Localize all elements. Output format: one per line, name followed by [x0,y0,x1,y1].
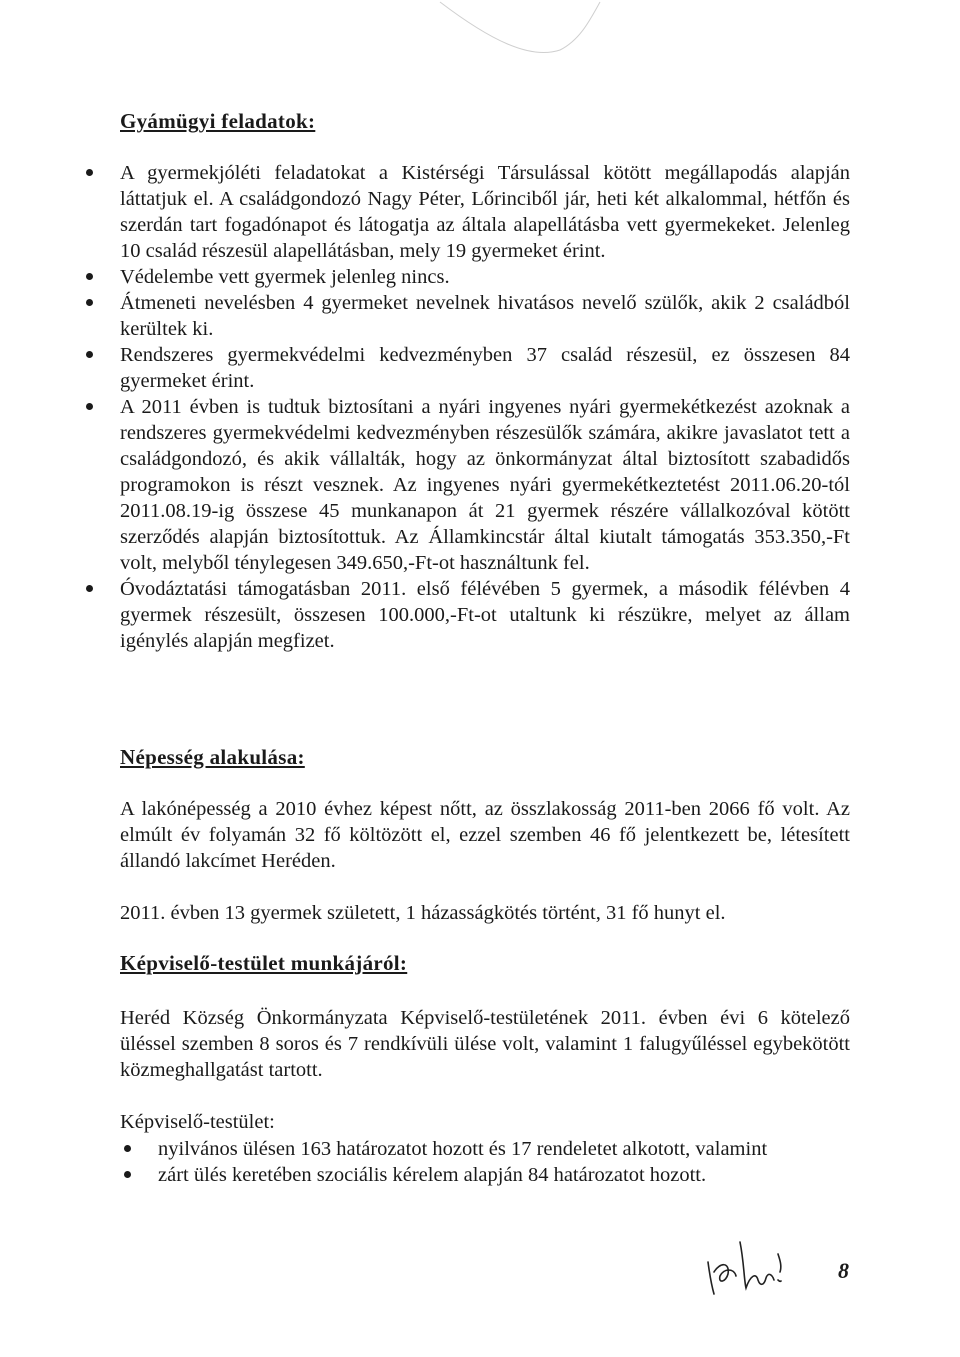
kepviselo-bullet-list [158,1136,858,1188]
list-item: Átmeneti nevelésben 4 gyermeket nevelnek hivatásos nevelő szülők, akik 2 családból kerültek ki. [120,290,850,342]
list-item: A gyermekjóléti feladatokat a Kistérségi Társulással kötött megállapodás alapján láttatjuk el. A családgondozó Nagy Péter, Lőrinciből jár, heti két alkalommal, hétfőn és szerdán tart fogadónapot és látogatja az általa alapellátásba vett gyermekeket. Jelenleg 10 család részesül alapellátásban, mely 19 gyermeket érint. [120,160,850,264]
bullet-icon [86,299,93,306]
list-item: nyilvános ülésen 163 határozatot hozott és 17 rendeletet alkotott, valamint [158,1136,858,1162]
handwritten-signature-icon [700,1232,810,1302]
bullet-icon [86,351,93,358]
kepviselo-intro: Képviselő-testület: [120,1111,275,1133]
bullet-icon [86,273,93,280]
gyamugy-bullet-list [120,160,850,654]
nepesseg-paragraph-1: A lakónépesség a 2010 évhez képest nőtt, az összlakosság 2011-ben 2066 fő volt. Az elmúlt év folyamán 32 fő költözött el, ezzel szemben 46 fő jelentkezett be, létesített állandó lakcímet Heréden. [120,798,850,872]
bullet-icon [86,585,93,592]
list-item: Védelembe vett gyermek jelenleg nincs. [120,264,850,290]
bullet-icon [124,1145,131,1152]
list-item: zárt ülés keretében szociális kérelem alapján 84 határozatot hozott. [158,1162,858,1188]
bullet-icon [86,169,93,176]
list-item: Óvodáztatási támogatásban 2011. első félévében 5 gyermek, a második félévben 4 gyermek részesült, összesen 100.000,-Ft-ot utaltunk ki részükre, melyet az állam igénylés alapján megfizet. [120,576,850,654]
list-item: A 2011 évben is tudtuk biztosítani a nyári ingyenes nyári gyermekétkezést azoknak a rendszeres gyermekvédelmi kedvezményben részesülők számára, akikre javaslatot tett a családgondozó, és akik vállalták, hogy az önkormányzat által biztosított szabadidős programokon is részt vesznek. Az ingyenes nyári gyermekétkeztetést 2011.06.20-tól 2011.08.19-ig összese 45 munkanapon át 21 gyermek részére vállalkozóval kötött szerződés alapján biztosítottuk. Az Államkincstár által kiutalt támogatás 353.350,-Ft volt, melyből ténylegesen 349.650,-Ft-ot használtunk fel. [120,394,850,576]
section-heading-nepesseg: Népesség alakulása: [120,745,305,769]
page-number: 8 [838,1258,849,1283]
scan-artifact-icon [430,0,630,80]
list-item: Rendszeres gyermekvédelmi kedvezményben 37 család részesül, ez összesen 84 gyermeket érint. [120,342,850,394]
bullet-icon [124,1171,131,1178]
kepviselo-paragraph: Heréd Község Önkormányzata Képviselő-testületének 2011. évben évi 6 kötelező üléssel szemben 8 soros és 7 rendkívüli ülése volt, valamint 1 falugyűléssel egybekötött közmeghallgatást tartott. [120,1007,850,1081]
bullet-icon [86,403,93,410]
section-heading-gyamugy: Gyámügyi feladatok: [120,109,316,133]
section-heading-kepviselo: Képviselő-testület munkájáról: [120,951,408,975]
nepesseg-paragraph-2: 2011. évben 13 gyermek született, 1 házasságkötés történt, 31 fő hunyt el. [120,902,726,924]
